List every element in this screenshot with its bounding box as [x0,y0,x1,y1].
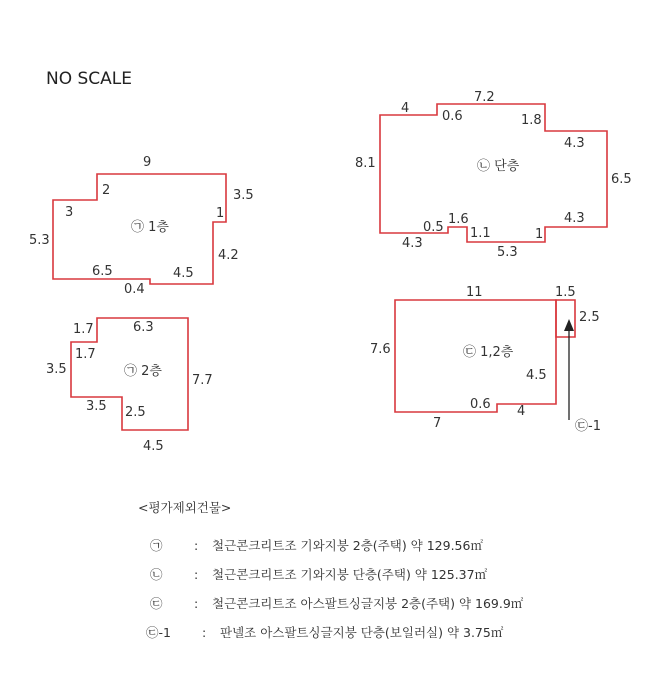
legend-text: 판넬조 아스팔트싱글지붕 단층(보일러실) 약 3.75㎡ [220,625,504,640]
building-c [370,285,601,434]
building-a-2f-label: ㉠ 2층 [124,364,162,379]
dim-label: 3.5 [86,399,107,414]
dim-label: 2 [102,183,111,198]
dim-label: 9 [143,155,152,170]
annex-c1-label: ㉢-1 [575,419,601,434]
dim-label: 2.5 [125,405,146,420]
dim-label: 4.5 [173,266,194,281]
dim-label: 1.8 [521,113,542,128]
dim-label: 4.2 [218,248,239,263]
legend-text: 철근콘크리트조 기와지붕 단층(주택) 약 125.37㎡ [212,567,488,582]
dim-label: 0.6 [442,109,463,124]
dim-label: 4.3 [564,136,585,151]
dim-label: 3.5 [233,188,254,203]
dim-label: 4.5 [526,368,547,383]
legend [132,497,652,647]
building-b-label: ㉡ 단층 [477,159,520,174]
legend-key: ㉢-1 [146,625,171,640]
dim-label: 4.3 [564,211,585,226]
dim-label: 4 [517,404,526,419]
legend-text: 철근콘크리트조 기와지붕 2층(주택) 약 129.56㎡ [212,538,483,553]
building-a-1f-label: ㉠ 1층 [131,220,169,235]
dim-label: 7.6 [370,342,391,357]
dim-label: 7.2 [474,90,495,105]
scale-note: NO SCALE [46,69,133,89]
dim-label: 3 [65,205,74,220]
dim-label: 4.3 [402,236,423,251]
dim-label: 1.7 [73,322,94,337]
dim-label: 7 [433,416,442,431]
legend-separator: : [202,625,207,640]
legend-text: 철근콘크리트조 아스팔트싱글지붕 2층(주택) 약 169.9㎡ [212,596,524,611]
dim-label: 1.7 [75,347,96,362]
dim-label: 11 [466,285,483,300]
dim-label: 3.5 [46,362,67,377]
dim-label: 6.5 [92,264,113,279]
dim-label: 4.5 [143,439,164,454]
dim-label: 1.6 [448,212,469,227]
dim-label: 7.7 [192,373,213,388]
legend-key: ㉡ [150,567,163,582]
dim-label: 2.5 [579,310,600,325]
building-c-label: ㉢ 1,2층 [463,345,514,360]
dim-label: 0.5 [423,220,444,235]
legend-item [132,560,652,589]
legend-separator: : [194,538,199,553]
dim-label: 6.3 [133,320,154,335]
dim-label: 1.1 [470,226,491,241]
legend-item [132,589,652,618]
legend-item [132,531,652,560]
legend-separator: : [194,596,199,611]
annex-pointer-arrowhead [564,319,574,331]
dim-label: 8.1 [355,156,376,171]
annex-c1-outline [556,300,575,337]
legend-title: <평가제외건물> [138,500,232,515]
building-b [355,90,632,260]
dim-label: 5.3 [497,245,518,260]
legend-key: ㉠ [150,538,163,553]
dim-label: 1 [535,227,544,242]
legend-separator: : [194,567,199,582]
dim-label: 4 [401,101,410,116]
legend-item [132,618,652,647]
dim-label: 6.5 [611,172,632,187]
dim-label: 0.6 [470,397,491,412]
building-a-1f [29,155,254,297]
legend-key: ㉢ [150,596,163,611]
dim-label: 1 [216,206,225,221]
building-a-2f [46,318,213,454]
dim-label: 5.3 [29,233,50,248]
dim-label: 1.5 [555,285,576,300]
dim-label: 0.4 [124,282,145,297]
